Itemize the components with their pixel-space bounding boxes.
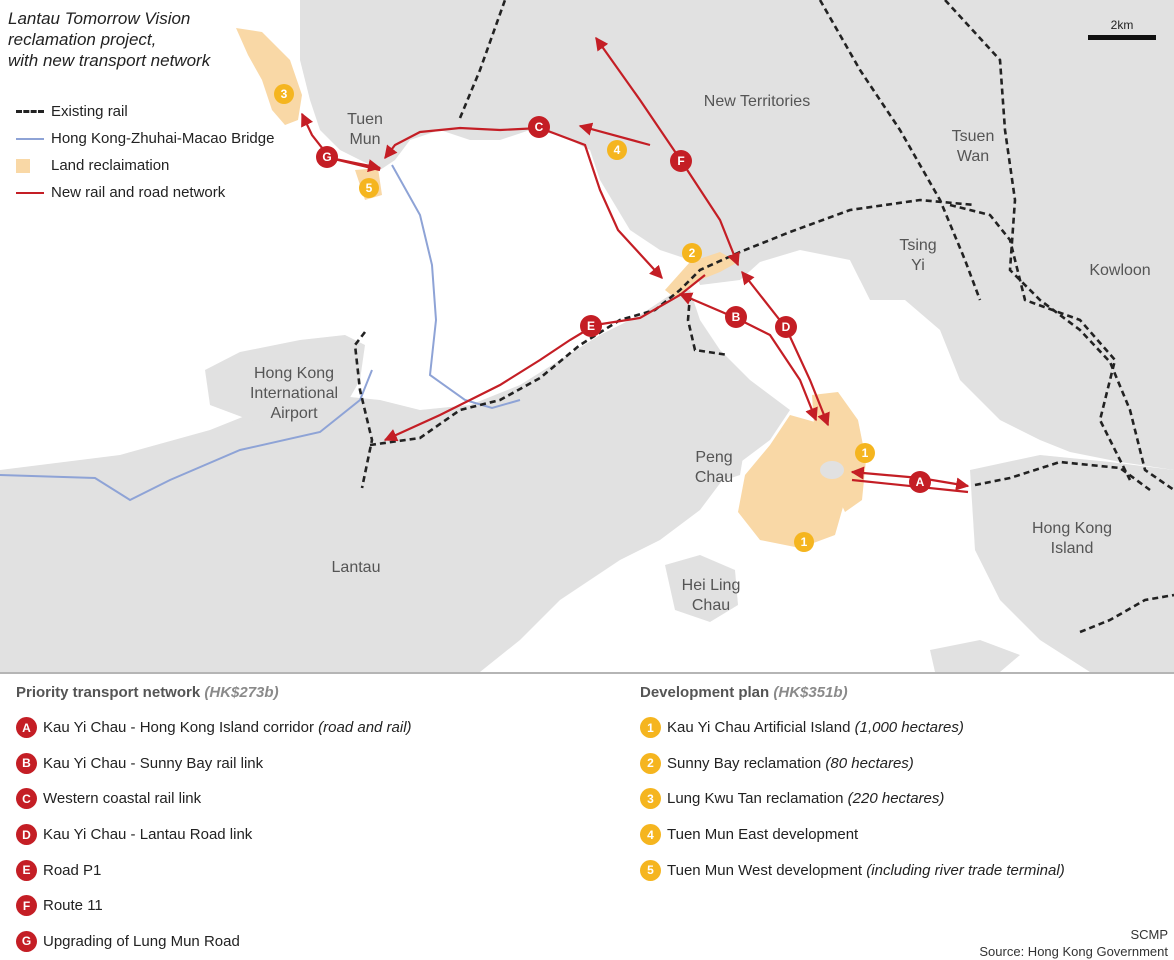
marker-e[interactable] [580, 315, 602, 337]
transport-item-e: E Road P1 [16, 852, 412, 888]
legend-label: Hong Kong-Zhuhai-Macao Bridge [51, 130, 275, 147]
title-line-1: Lantau Tomorrow Vision [8, 9, 191, 28]
badge-c: C [16, 788, 37, 809]
svg-text:A: A [915, 475, 925, 489]
red-line-icon [16, 192, 44, 194]
scale-bar-line [1088, 35, 1156, 40]
svg-text:2: 2 [688, 246, 696, 260]
badge-g: G [16, 931, 37, 952]
source-line: Source: Hong Kong Government [979, 944, 1168, 959]
transport-item-f: F Route 11 [16, 888, 412, 924]
label-airport: Hong Kong International Airport [249, 365, 339, 422]
marker-1-east[interactable] [855, 443, 875, 463]
badge-a: A [16, 717, 37, 738]
badge-d: D [16, 824, 37, 845]
title-line-2: reclamation project, [8, 30, 157, 49]
svg-text:D: D [781, 320, 791, 334]
badge-b: B [16, 753, 37, 774]
transport-item-c: C Western coastal rail link [16, 781, 412, 817]
transport-item-d: D Kau Yi Chau - Lantau Road link [16, 817, 412, 853]
label-hong-kong-island: Hong Kong Island [1031, 520, 1113, 557]
badge-2: 2 [640, 753, 661, 774]
marker-a[interactable] [909, 471, 931, 493]
land-kau-yi-chau [820, 461, 844, 479]
legend-bridge [16, 125, 274, 152]
svg-text:1: 1 [861, 446, 869, 460]
svg-text:E: E [586, 319, 596, 333]
badge-5: 5 [640, 860, 661, 881]
transport-item-g: G Upgrading of Lung Mun Road [16, 924, 412, 960]
marker-2[interactable] [682, 243, 702, 263]
transport-key [16, 684, 412, 959]
badge-4: 4 [640, 824, 661, 845]
label-new-territories: New Territories [703, 93, 811, 110]
legend-new-network [16, 179, 274, 206]
legend-existing-rail [16, 98, 274, 125]
label-kowloon: Kowloon [1089, 262, 1151, 279]
svg-text:3: 3 [280, 87, 288, 101]
badge-f: F [16, 895, 37, 916]
map-title [8, 8, 268, 71]
label-tsing-yi: Tsing Yi [899, 237, 937, 274]
blue-line-icon [16, 138, 44, 140]
svg-text:G: G [322, 150, 332, 164]
source-credit [979, 926, 1168, 960]
development-item-2: 2 Sunny Bay reclamation (80 hectares) [640, 746, 1065, 782]
svg-text:B: B [731, 310, 741, 324]
svg-text:4: 4 [613, 143, 621, 157]
label-hei-ling-chau: Hei Ling Chau [681, 577, 741, 614]
dashed-line-icon [16, 110, 44, 113]
badge-e: E [16, 860, 37, 881]
marker-1-south[interactable] [794, 532, 814, 552]
key-panel [0, 674, 1174, 960]
marker-5[interactable] [359, 178, 379, 198]
label-tsuen-wan: Tsuen Wan [951, 128, 995, 165]
label-lantau: Lantau [331, 559, 381, 576]
marker-g[interactable] [316, 146, 338, 168]
development-item-5: 5 Tuen Mun West development (including river trade terminal) [640, 852, 1065, 888]
svg-text:5: 5 [365, 181, 373, 195]
development-item-1: 1 Kau Yi Chau Artificial Island (1,000 hectares) [640, 710, 1065, 746]
legend-label: Existing rail [51, 103, 128, 120]
development-item-3: 3 Lung Kwu Tan reclamation (220 hectares) [640, 781, 1065, 817]
title-line-3: with new transport network [8, 51, 211, 70]
marker-f[interactable] [670, 150, 692, 172]
credit-line: SCMP [1130, 927, 1168, 942]
scale-label: 2km [1110, 18, 1134, 32]
badge-3: 3 [640, 788, 661, 809]
label-tuen-mun: Tuen Mun [347, 111, 383, 148]
marker-b[interactable] [725, 306, 747, 328]
marker-3[interactable] [274, 84, 294, 104]
transport-item-b: B Kau Yi Chau - Sunny Bay rail link [16, 746, 412, 782]
legend-label: New rail and road network [51, 184, 226, 201]
transport-item-a: A Kau Yi Chau - Hong Kong Island corridor (road and rail) [16, 710, 412, 746]
development-key [640, 684, 1065, 888]
map-legend [16, 98, 274, 206]
marker-d[interactable] [775, 316, 797, 338]
svg-text:C: C [534, 120, 544, 134]
development-item-4: 4 Tuen Mun East development [640, 817, 1065, 853]
legend-label: Land reclaimation [51, 157, 170, 174]
transport-heading: Priority transport network (HK$273b) [16, 684, 279, 701]
badge-1: 1 [640, 717, 661, 738]
svg-text:F: F [677, 154, 685, 168]
marker-4[interactable] [607, 140, 627, 160]
marker-c[interactable] [528, 116, 550, 138]
label-peng-chau: Peng Chau [694, 449, 734, 486]
legend-reclamation [16, 152, 274, 179]
reclamation-swatch-icon [16, 159, 30, 173]
scale-bar [1088, 18, 1156, 40]
development-heading: Development plan (HK$351b) [640, 684, 848, 701]
svg-text:1: 1 [800, 535, 808, 549]
